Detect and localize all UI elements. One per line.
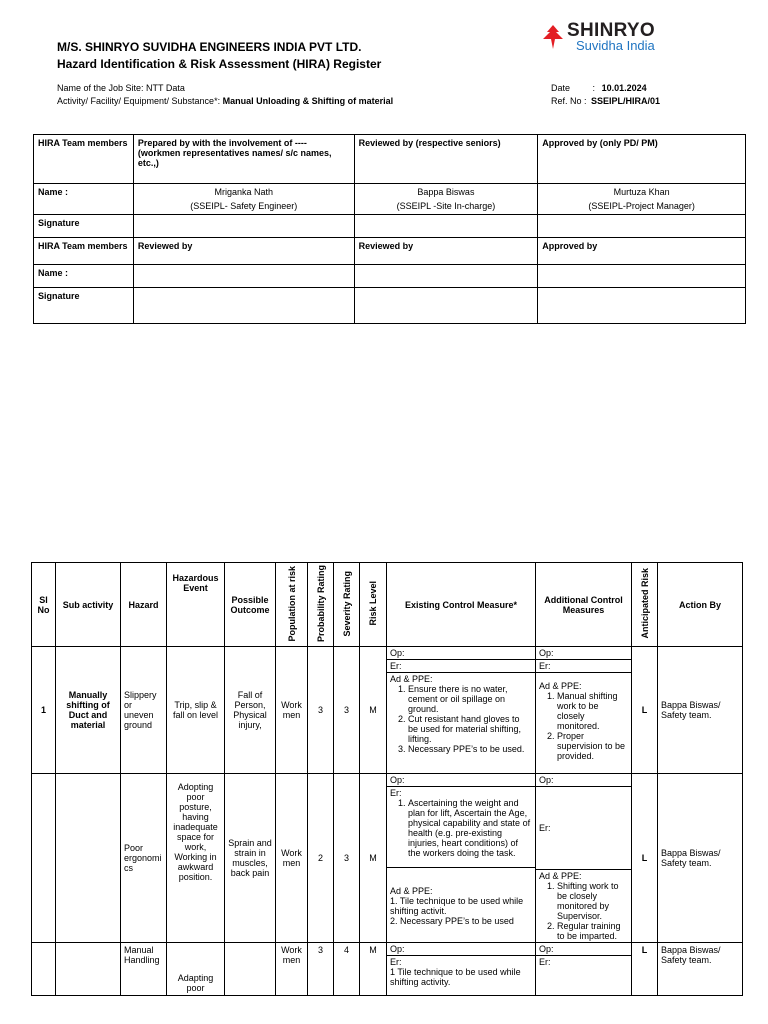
- hira-header-row: [32, 563, 743, 647]
- sub-activity: [56, 774, 121, 943]
- date-value: 10.01.2024: [601, 83, 647, 93]
- risk-header-text: Risk Level: [368, 581, 378, 626]
- col-header-probability: [308, 563, 334, 647]
- action-by: Bappa Biswas/ Safety team.: [658, 647, 743, 774]
- list-item: 3. Necessary PPE’s to be used.: [408, 744, 532, 754]
- possible-outcome: [225, 943, 276, 996]
- possible-outcome: Sprain and strain in muscles, back pain: [225, 774, 276, 943]
- list-item: 1. Tile technique to be used while shifting activit.: [390, 896, 524, 917]
- team-cell: [133, 184, 354, 215]
- population: Work men: [276, 647, 308, 774]
- anticipated-risk: L: [632, 774, 658, 943]
- adppe-label: Ad & PPE:: [390, 886, 433, 897]
- col-header-existing: Existing Control Measure*: [387, 563, 536, 647]
- adppe-block: [387, 868, 535, 927]
- sl-no: [32, 774, 56, 943]
- activity-label: Activity/ Facility/ Equipment/ Substance*:: [57, 96, 221, 106]
- col-header-outcome: Possible Outcome: [225, 563, 276, 647]
- population-header-text: Population at risk: [286, 565, 297, 642]
- possible-outcome: Fall of Person, Physical injury,: [225, 647, 276, 774]
- hazardous-event: Adopting poor posture, having inadequate space for work, Working in awkward position.: [167, 774, 225, 943]
- ref-label: Ref. No :: [551, 96, 587, 106]
- additional-list: [539, 691, 628, 761]
- risk-level: M: [360, 943, 387, 996]
- adppe-block: [536, 870, 631, 942]
- team-header-row: [34, 135, 746, 184]
- company-logo: [540, 20, 670, 60]
- team-cell: HIRA Team members: [34, 238, 134, 265]
- col-header-event: Hazardous Event: [167, 563, 225, 647]
- severity: 3: [334, 774, 360, 943]
- approver-name: Murtuza Khan: [613, 187, 670, 197]
- team-cell: Approved by: [538, 238, 746, 265]
- col-header-sl: Sl No: [32, 563, 56, 647]
- existing-er-list: [390, 798, 532, 858]
- list-item: 1 Tile technique to be used while shifting activity.: [390, 967, 521, 988]
- probability: 3: [308, 647, 334, 774]
- logo-sub: Suvidha India: [576, 38, 655, 53]
- op-label: Op:: [536, 647, 631, 660]
- adppe-label: Ad & PPE:: [390, 674, 433, 685]
- er-label: Er:: [387, 660, 535, 673]
- adppe-label: Ad & PPE:: [539, 871, 582, 882]
- er-label: Er:: [390, 788, 402, 799]
- hazard: Manual Handling: [121, 943, 167, 996]
- additional-list: [539, 881, 628, 941]
- list-item: 1. Manual shifting work to be closely monitored.: [557, 691, 628, 731]
- col-header-hazard: Hazard: [121, 563, 167, 647]
- anticipated-header-text: Anticipated Risk: [639, 568, 650, 639]
- existing-control: [387, 774, 536, 943]
- list-item: 2. Regular training to be imparted.: [557, 921, 628, 941]
- er-block: [387, 787, 535, 868]
- hira-row-2: [32, 774, 743, 943]
- col-header-sub-activity: Sub activity: [56, 563, 121, 647]
- job-site: Name of the Job Site: NTT Data: [57, 83, 185, 93]
- hazard: Poor ergonomi cs: [121, 774, 167, 943]
- risk-level: M: [360, 647, 387, 774]
- team-signature-row-2: [34, 288, 746, 324]
- name-label-2: Name :: [34, 265, 134, 288]
- er-label: Er:: [390, 957, 402, 968]
- list-item: 1. Shifting work to be closely monitored by Supervisor.: [557, 881, 628, 921]
- col-header-population: [276, 563, 308, 647]
- list-item: 2. Proper supervision to be provided.: [557, 731, 628, 761]
- signature-cell: [133, 215, 354, 238]
- col-header-anticipated: [632, 563, 658, 647]
- op-label: Op:: [387, 774, 535, 787]
- hazard: Slippery or uneven ground: [121, 647, 167, 774]
- ref-line: [551, 96, 660, 106]
- hazardous-event: Trip, slip & fall on level: [167, 647, 225, 774]
- adppe-label: Ad & PPE:: [539, 681, 582, 692]
- hira-row-1: [32, 647, 743, 774]
- team-cell: Reviewed by: [133, 238, 354, 265]
- er-label: Er:: [536, 660, 631, 673]
- team-name-row: [34, 184, 746, 215]
- sl-no: [32, 943, 56, 996]
- team-cell: Approved by (only PD/ PM): [538, 135, 746, 184]
- op-label: Op:: [387, 647, 535, 660]
- preparer-role: (SSEIPL- Safety Engineer): [190, 201, 298, 211]
- population: Work men: [276, 943, 308, 996]
- additional-control: [536, 647, 632, 774]
- severity: 3: [334, 647, 360, 774]
- hazardous-event: Adapting poor: [167, 943, 225, 996]
- team-cell: [538, 184, 746, 215]
- team-name-row-2: [34, 265, 746, 288]
- team-cell: Reviewed by: [354, 238, 538, 265]
- register-title: Hazard Identification & Risk Assessment (HIRA) Register: [57, 57, 382, 71]
- logo-mark-icon: [542, 24, 564, 50]
- company-name: M/S. SHINRYO SUVIDHA ENGINEERS INDIA PVT LTD.: [57, 40, 362, 54]
- op-label: Op:: [387, 943, 535, 956]
- team-cell: HIRA Team members: [34, 135, 134, 184]
- list-item: 1. Ascertaining the weight and plan for lift, Ascertain the Age, physical capability and state of health (e.g. pre-existing injuries, heart conditions) of the workers doing the task.: [408, 798, 532, 858]
- reviewer-name: Bappa Biswas: [417, 187, 475, 197]
- severity-header-text: Severity Rating: [341, 570, 352, 637]
- er-label: Er:: [539, 957, 551, 968]
- team-signature-row: [34, 215, 746, 238]
- name-cell: [538, 265, 746, 288]
- er-label: Er:: [536, 787, 631, 870]
- list-item: 2. Necessary PPE’s to be used: [390, 916, 514, 927]
- team-cell: Reviewed by (respective seniors): [354, 135, 538, 184]
- existing-control: [387, 647, 536, 774]
- hira-row-3: [32, 943, 743, 996]
- op-label: Op:: [536, 943, 631, 956]
- population: Work men: [276, 774, 308, 943]
- adppe-block: [387, 673, 535, 755]
- activity-value: Manual Unloading & Shifting of material: [222, 96, 394, 106]
- anticipated-risk: L: [632, 647, 658, 774]
- logo-brand: SHINRYO: [567, 20, 655, 41]
- existing-list: [390, 684, 532, 754]
- date-label: Date: [551, 83, 571, 93]
- sub-activity: Manually shifting of Duct and material: [56, 647, 121, 774]
- adppe-block: [536, 673, 631, 762]
- action-by: Bappa Biswas/ Safety team.: [658, 774, 743, 943]
- team-cell: [354, 184, 538, 215]
- severity: 4: [334, 943, 360, 996]
- additional-control: [536, 943, 632, 996]
- signature-cell: [354, 288, 538, 324]
- reviewer-role: (SSEIPL -Site In-charge): [396, 201, 496, 211]
- probability: 2: [308, 774, 334, 943]
- ref-value: SSEIPL/HIRA/01: [591, 96, 661, 106]
- sl-no: 1: [32, 647, 56, 774]
- list-item: 2. Cut resistant hand gloves to be used for material shifting, lifting.: [408, 714, 532, 744]
- name-cell: [133, 265, 354, 288]
- er-block: [387, 956, 535, 988]
- signature-label-2: Signature: [34, 288, 134, 324]
- probability: 3: [308, 943, 334, 996]
- team-cell: Prepared by with the involvement of ---- (workmen representatives names/ s/c names, etc.,): [133, 135, 354, 184]
- signature-cell: [354, 215, 538, 238]
- anticipated-risk: L: [632, 943, 658, 996]
- team-table: [33, 134, 746, 324]
- signature-label: Signature: [34, 215, 134, 238]
- col-header-additional: Additional Control Measures: [536, 563, 632, 647]
- col-header-risk: [360, 563, 387, 647]
- preparer-name: Mriganka Nath: [214, 187, 273, 197]
- sub-activity: [56, 943, 121, 996]
- name-cell: [354, 265, 538, 288]
- list-item: 1. Ensure there is no water, cement or oil spillage on ground.: [408, 684, 532, 714]
- team-review-row: [34, 238, 746, 265]
- col-header-severity: [334, 563, 360, 647]
- signature-cell: [538, 215, 746, 238]
- existing-control: [387, 943, 536, 996]
- signature-cell: [538, 288, 746, 324]
- col-header-action: Action By: [658, 563, 743, 647]
- probability-header-text: Probability Rating: [315, 565, 326, 643]
- action-by: Bappa Biswas/ Safety team.: [658, 943, 743, 996]
- op-label: Op:: [536, 774, 631, 787]
- hira-table: [31, 562, 743, 996]
- date-sep: :: [592, 83, 596, 93]
- date-line: [551, 83, 647, 93]
- activity-line: [57, 96, 393, 106]
- approver-role: (SSEIPL-Project Manager): [588, 201, 695, 211]
- risk-level: M: [360, 774, 387, 943]
- additional-control: [536, 774, 632, 943]
- signature-cell: [133, 288, 354, 324]
- name-label: Name :: [34, 184, 134, 215]
